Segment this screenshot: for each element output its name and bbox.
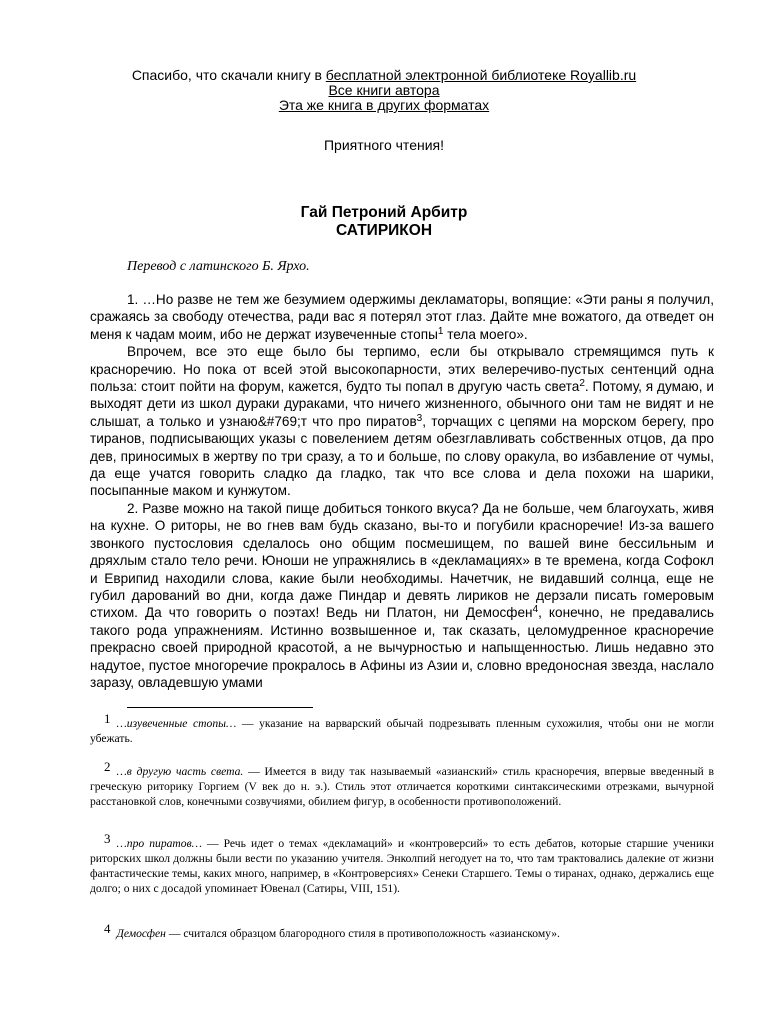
footnote-text: — Имеется в виду так называемый «азианский» стиль красноречия, впервые введенный в греческую риторику Горгием (V век до н. э.). Стиль этот отличается короткими синтаксическими отрезками, вычурной расстановкой слов, конечными созвучиями, обилием фигур, в особенности противоположений. xyxy=(90,765,714,808)
translator-credit: Перевод с латинского Б. Ярхо. xyxy=(127,259,310,274)
footnote-text: — указание на варварский обычай подрезывать пленным сухожилия, чтобы они не могли убежать. xyxy=(90,717,714,745)
body-text xyxy=(90,291,714,691)
author-books-line xyxy=(0,83,768,98)
footnote xyxy=(90,831,715,896)
footnote-term: …в другую часть света. xyxy=(116,765,244,778)
paragraph: Впрочем, все это еще было бы терпимо, если бы открывало стремящимся путь к красноречию. Но пока от всей этой высокопарности, этих велеречиво-пустых сентенций одна польза: стоит пойти на форум, кажется, будто ты попал в другую часть света$^2$. Потому, я думаю, и выходят дети из школ дураки дураками, что ничего жизненного, обычного они там не видят и не слышат, а только и узнаю&#769;т что про пиратов$^3$, торчащих с цепями на морском берегу, про тиранов, подписывающих указы с повелением детям обезглавливать собственных отцов, да про дев, приносимых в жертву по три сразу, а то и больше, по слову оракула, во избавление от чумы, да еще учатся говорить сладко да гладко, так что все слова и дела похожи на шарики, посыпанные маком и кунжутом. xyxy=(90,344,714,499)
footnote-text: — считался образцом благородного стиля в противоположность «азианскому». xyxy=(165,927,560,940)
footnote-term: …про пиратов… xyxy=(116,837,202,850)
paragraph: 1. …Но разве не тем же безумием одержимы декламаторы, вопящие: «Эти раны я получил, сражаясь за свободу отечества, ради вас я потерял этот глаз. Дайте мне вожатого, да отведет он меня к чадам моим, ибо не держат изувеченные стопы$^1$ тела моего». xyxy=(90,292,714,342)
greeting-text: Приятного чтения! xyxy=(323,137,444,153)
paragraph: 2. Разве можно на такой пище добиться тонкого вкуса? Да не больше, чем благоухать, живя на кухне. О риторы, не во гнев вам будь сказано, вы-то и погубили красноречие! Из-за вашего звонкого пустословия сделалось оно общим посмешищем, по вашей вине бессильным и дряхлым стало тело речи. Юноши не упражнялись в «декламациях» в те времена, когда Софокл и Еврипид находили слова, какие были необходимы. Начетчик, не видавший солнца, еще не губил дарований во дни, когда даже Пиндар и девять лириков не дерзали писать гомеровым стихом. Да что говорить о поэтах! Ведь ни Платон, ни Демосфен$^4$, конечно, не предавались такого рода упражнениям. Истинно возвышенное и, так сказать, целомудренное красноречие прекрасно своей природной красотой, а не вычурностью и напыщенностью. Лишь недавно это надутое, пустое многоречие прокралось в Афины из Азии и, словно вредоносная звезда, наслало заразу, овладевшую умами xyxy=(90,500,714,690)
footnote-number: 3 xyxy=(104,831,111,846)
footnote-term: Демосфен xyxy=(116,927,166,940)
other-formats-line xyxy=(0,98,768,113)
author-books-link[interactable]: Все книги автора xyxy=(328,82,440,98)
other-formats-link[interactable]: Эта же книга в других форматах xyxy=(278,97,490,113)
book-title-block xyxy=(0,204,768,240)
footnote-ref[interactable]: 3 xyxy=(416,412,423,424)
footnote-number: 2 xyxy=(104,759,111,774)
author-name: Гай Петроний Арбитр xyxy=(300,204,468,221)
download-header xyxy=(0,68,768,113)
thanks-text: Спасибо, что скачали книгу в xyxy=(131,67,326,83)
footnote-ref[interactable]: 4 xyxy=(532,604,539,616)
footnote-ref[interactable]: 2 xyxy=(579,378,585,390)
library-link[interactable]: бесплатной электронной библиотеке Royallib.ru xyxy=(325,67,637,83)
book-title: САТИРИКОН xyxy=(335,222,433,239)
thanks-line xyxy=(0,68,768,83)
footnote-number: 1 xyxy=(104,711,111,726)
footnote-text: — Речь идет о темах «декламаций» и «контроверсий» то есть дебатов, которые старшие ученики риторских школ должны были вести по указанию учителя. Энколпий негодует на то, что там трактовались далекие от жизни фантастические темы, каких много, например, в «Контроверсиях» Сенеки Старшего. Темы о тиранах, однако, держались еще долго; о них с досадой упоминает Ювенал (Сатиры, VIII, 151). xyxy=(90,837,715,895)
footnote-ref[interactable]: 1 xyxy=(437,325,444,337)
footnote-number: 4 xyxy=(104,921,111,936)
footnote-term: …изувеченные стопы… xyxy=(116,717,237,730)
footnote xyxy=(90,921,714,941)
footnote xyxy=(90,711,714,746)
footnote xyxy=(90,759,714,809)
footnote-divider xyxy=(127,707,313,708)
